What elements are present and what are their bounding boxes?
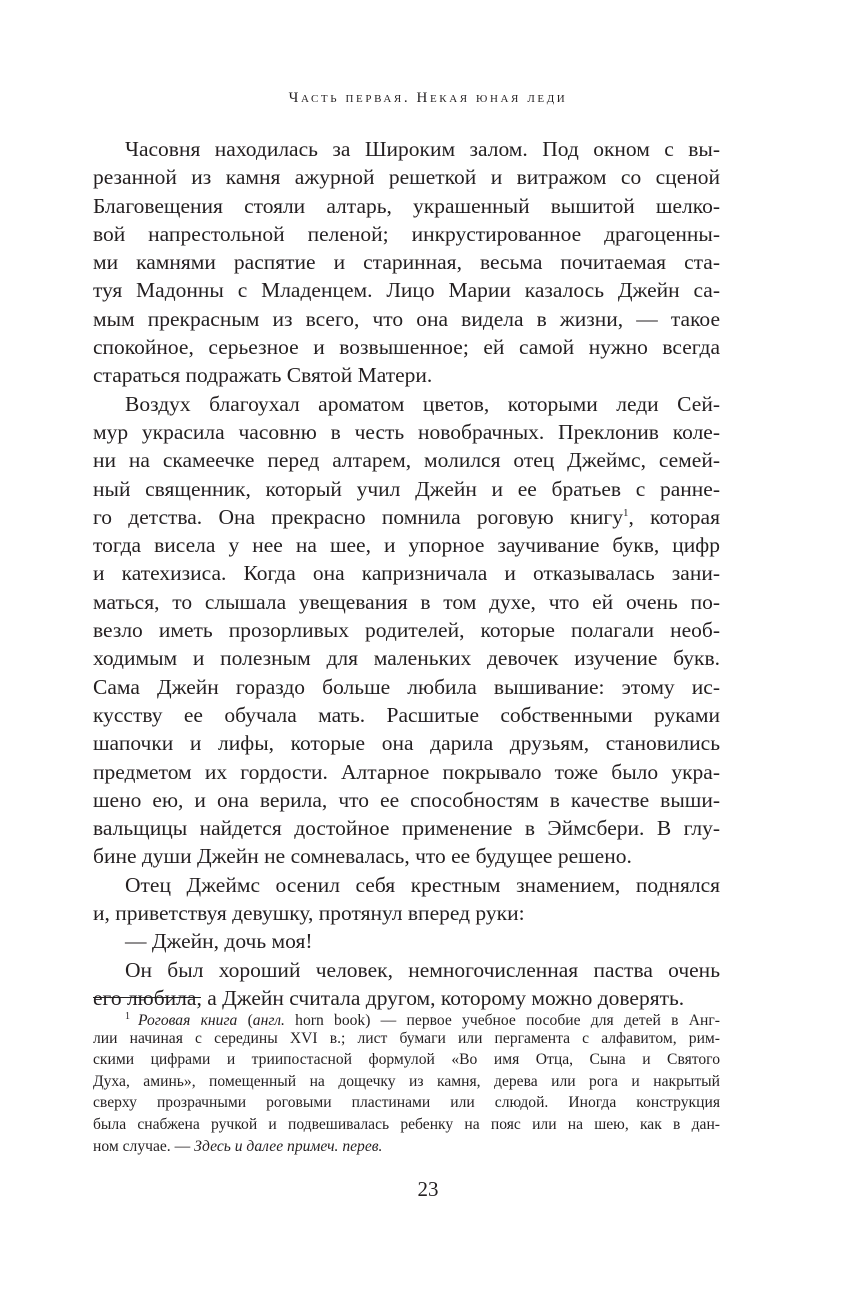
text-line-content: туя Мадонны с Младенцем. Лицо Марии казалось Джейн са- xyxy=(93,278,720,303)
text-line xyxy=(93,531,720,559)
page-number: 23 xyxy=(417,1177,439,1201)
text-line-content: вальщицы найдется достойное применение в Эймсбери. В глу- xyxy=(93,816,720,841)
footnote xyxy=(93,1006,720,1157)
footnote-italic-text: Здесь и далее примеч. перев. xyxy=(194,1137,383,1155)
text-line-content: ный священник, который учил Джейн и ее братьев с ранне- xyxy=(93,476,720,501)
footnote-text: сверху прозрачными роговыми пластинами или слюдой. Иногда конструкция xyxy=(93,1094,720,1112)
footnote-text: Духа, аминь», помещенный на дощечку из камня, дерева или рога и накрытый xyxy=(93,1072,720,1090)
text-line xyxy=(93,361,720,389)
footnote-text: ном случае. — xyxy=(93,1137,195,1155)
text-line xyxy=(93,333,720,361)
text-line-content: и, приветствуя девушку, протянул вперед руки: xyxy=(93,901,525,926)
text-line-content: кусству ее обучала мать. Расшитые собственными руками xyxy=(93,702,720,727)
text-line-content: шапочки и лифы, которые она дарила друзьям, становились xyxy=(93,731,720,756)
text-line xyxy=(93,758,720,786)
text-line-content: Благовещения стояли алтарь, украшенный вышитой шелко- xyxy=(93,193,720,218)
text-line-content: ни на скамеечке перед алтарем, молился отец Джеймс, семей- xyxy=(93,448,720,473)
text-line xyxy=(93,135,720,163)
text-line-content: ходимым и полезным для маленьких девочек изучение букв. xyxy=(93,646,720,671)
footnote-line xyxy=(93,1071,720,1093)
text-line xyxy=(93,475,720,503)
text-line xyxy=(93,899,720,927)
text-line xyxy=(93,644,720,672)
footnote-text: скими цифрами и триипостасной формулой «Во имя Отца, Сына и Святого xyxy=(93,1051,720,1069)
body-text xyxy=(93,135,720,1012)
text-line xyxy=(93,956,720,984)
footnote-text: ( xyxy=(237,1012,253,1029)
footnote-divider xyxy=(93,997,201,998)
text-line-content: резанной из камня ажурной решеткой и витражом со сценой xyxy=(93,165,720,190)
footnote-line xyxy=(93,1006,720,1028)
text-line-content: Воздух благоухал ароматом цветов, которыми леди Сей- xyxy=(125,391,720,416)
text-line-content: мур украсила часовню в честь новобрачных. Преклонив коле- xyxy=(93,419,720,444)
footnote-text: была снабжена ручкой и подвешивалась ребенку на пояс или на шею, как в дан- xyxy=(93,1115,720,1133)
text-line xyxy=(93,276,720,304)
text-line-content: и катехизиса. Когда она капризничала и отказывалась зани- xyxy=(93,561,720,586)
footnote-italic-text: Роговая книга xyxy=(138,1012,238,1029)
text-line-content: вой напрестольной пеленой; инкрустированное драгоценны- xyxy=(93,221,720,246)
text-line xyxy=(93,616,720,644)
text-line-content: го детства. Она прекрасно помнила роговую книгу xyxy=(93,504,623,529)
footnote-line xyxy=(93,1028,720,1050)
footnote-line xyxy=(93,1136,720,1158)
text-line-content: ми камнями распятие и старинная, весьма почитаемая ста- xyxy=(93,250,720,275)
text-line-content: предметом их гордости. Алтарное покрывало тоже было укра- xyxy=(93,759,720,784)
text-line xyxy=(93,418,720,446)
running-header: Часть первая. Некая юная леди xyxy=(288,90,568,106)
text-line xyxy=(93,220,720,248)
text-line xyxy=(93,163,720,191)
text-line-content: стараться подражать Святой Матери. xyxy=(93,363,433,388)
text-line xyxy=(93,701,720,729)
text-line xyxy=(93,503,720,531)
text-line xyxy=(93,729,720,757)
text-line-content: шено ею, и она верила, что ее способностям в качестве выши- xyxy=(93,787,720,812)
text-line-content: мым прекрасным из всего, что она видела в жизни, — такое xyxy=(93,306,720,331)
text-line-content: бине души Джейн не сомневалась, что ее будущее решено. xyxy=(93,844,632,869)
text-line-content: Сама Джейн гораздо больше любила вышивание: этому ис- xyxy=(93,674,720,699)
footnote-reference[interactable]: 1 xyxy=(622,506,629,519)
text-line xyxy=(93,446,720,474)
text-line-content: маться, то слышала увещевания в том духе, что ей очень по- xyxy=(93,589,720,614)
text-line-content: спокойное, серьезное и возвышенное; ей самой нужно всегда xyxy=(93,335,720,360)
text-line-content: Часовня находилась за Широким залом. Под окном с вы- xyxy=(125,137,720,161)
text-line xyxy=(93,390,720,418)
footnote-line xyxy=(93,1114,720,1136)
footnote-line xyxy=(93,1092,720,1114)
text-line-content: везло иметь прозорливых родителей, которые полагали необ- xyxy=(93,618,720,643)
footnote-line xyxy=(93,1049,720,1071)
text-line xyxy=(93,248,720,276)
text-line xyxy=(93,305,720,333)
text-line xyxy=(93,871,720,899)
footnote-text: лии начиная с середины XVI в.; лист бумаги или пергамента с алфавитом, рим- xyxy=(93,1029,720,1047)
text-line-content: , которая xyxy=(628,504,720,529)
text-line xyxy=(93,814,720,842)
text-line xyxy=(93,842,720,870)
footnote-italic-text: англ. xyxy=(252,1012,285,1029)
text-line-content: — Джейн, дочь моя! xyxy=(125,929,313,954)
text-line xyxy=(93,786,720,814)
footnote-marker: 1 xyxy=(125,1011,130,1022)
text-line xyxy=(93,927,720,955)
text-line-content: тогда висела у нее на шее, и упорное заучивание букв, цифр xyxy=(93,533,720,558)
text-line xyxy=(93,192,720,220)
text-line-content: его любила, а Джейн считала другом, которому можно доверять. xyxy=(93,985,685,1010)
text-line-content: Он был хороший человек, немногочисленная паства очень xyxy=(125,957,720,982)
text-line xyxy=(93,588,720,616)
text-line-content: Отец Джеймс осенил себя крестным знамением, поднялся xyxy=(125,872,720,897)
text-line xyxy=(93,559,720,587)
text-line xyxy=(93,673,720,701)
footnote-text: horn book) — первое учебное пособие для детей в Анг- xyxy=(284,1012,720,1029)
